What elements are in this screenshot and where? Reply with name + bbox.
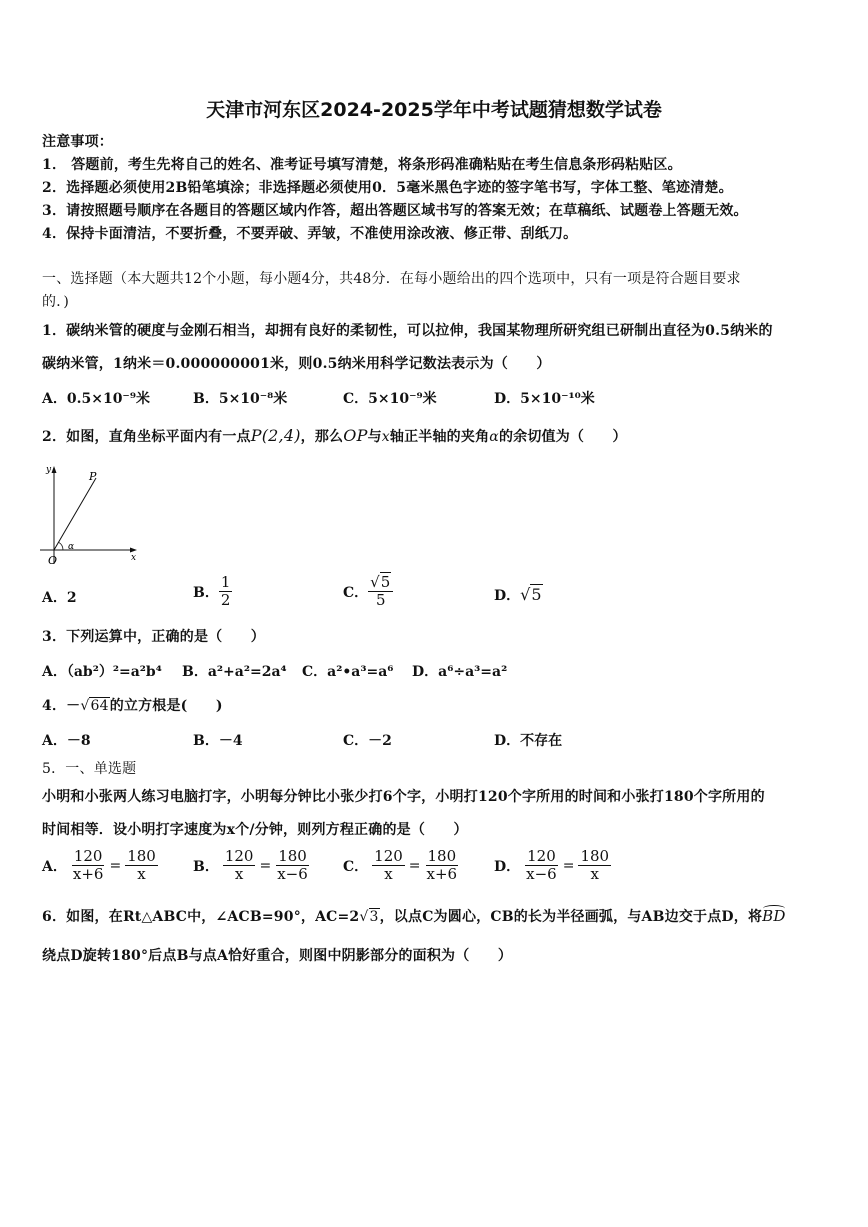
sqrt-radicand: 5 <box>380 573 391 591</box>
notice-item-4: 4．保持卡面清洁，不要折叠，不要弄破、弄皱，不准使用涂改液、修正带、刮纸刀。 <box>42 226 578 242</box>
q5-option-d <box>494 848 611 883</box>
q4-option-d: D．不存在 <box>494 733 563 749</box>
q4-option-a: A．－8 <box>42 733 91 749</box>
fraction-right <box>578 848 611 883</box>
equals-sign: = <box>109 857 122 874</box>
q5-option-a <box>42 848 158 883</box>
q4-stem-post: 的立方根是( ) <box>109 698 223 714</box>
option-label: A． <box>42 858 67 875</box>
fraction-numerator: 1 <box>220 573 231 591</box>
q4-stem <box>42 695 223 715</box>
q2-option-c <box>343 574 393 609</box>
q1-option-a: A．0.5×10⁻⁹米 <box>42 391 150 407</box>
q1-stem-line2: 碳纳米管，1纳米＝0.000000001米，则0.5纳米用科学记数法表示为（ ） <box>42 356 551 372</box>
sqrt-expression: √3 <box>359 909 379 925</box>
q2-stem-mid2: 与 <box>367 429 382 445</box>
q2-option-b <box>193 574 232 609</box>
q2-coordinate-figure <box>36 460 146 570</box>
sqrt-radicand: 64 <box>90 698 109 714</box>
q5-stem: 5．一、单选题 <box>42 761 137 777</box>
q2-stem-mid1: ，那么 <box>300 429 344 445</box>
fraction-left <box>71 848 106 883</box>
q2-op: OP <box>343 426 368 445</box>
option-label: B． <box>193 858 219 875</box>
fraction-numerator: 120 <box>374 847 403 865</box>
fraction-denominator: x <box>137 865 146 883</box>
sqrt-expression: √5 <box>370 573 391 591</box>
figure-o-label: O <box>48 554 58 567</box>
section-heading-line2: 的．) <box>42 294 70 310</box>
option-label: D． <box>494 858 521 875</box>
fraction-numerator: 180 <box>278 847 307 865</box>
equals-sign: = <box>259 857 272 874</box>
q2-option-c-fraction <box>368 574 393 609</box>
fraction-denominator: x <box>590 865 599 883</box>
x-axis-arrow-icon <box>130 548 137 553</box>
q2-option-c-label: C． <box>343 584 369 601</box>
q1-option-d: D．5×10⁻¹⁰米 <box>494 391 595 407</box>
equals-sign: = <box>408 857 421 874</box>
figure-y-label: y <box>46 465 52 475</box>
option-label: C． <box>343 858 369 875</box>
sqrt-radicand: 3 <box>369 909 379 925</box>
q3-option-a: A．（ab²）²=a²b⁴ <box>42 664 162 680</box>
equals-sign: = <box>562 857 575 874</box>
q5-text-line2: 时间相等．设小明打字速度为x个/分钟，则列方程正确的是（ ） <box>42 822 468 838</box>
fraction-numerator: 120 <box>73 847 103 865</box>
q5-option-c <box>343 848 459 883</box>
q2-option-b-label: B． <box>193 584 219 601</box>
fraction-numerator: 120 <box>224 847 254 865</box>
q6-stem-line1 <box>42 906 786 926</box>
q1-stem-line1: 1．碳纳米管的硬度与金刚石相当，却拥有良好的柔韧性，可以拉伸，我国某物理所研究组已研制出直径为0.5纳米的 <box>42 323 773 339</box>
q4-option-c: C．－2 <box>343 733 392 749</box>
q3-stem: 3．下列运算中，正确的是（ ） <box>42 629 265 645</box>
q5-option-b <box>193 848 310 883</box>
fraction-denominator: x <box>234 865 244 883</box>
sqrt-expression: √64 <box>80 698 109 714</box>
notice-item-3: 3．请按照题号顺序在各题目的答题区域内作答，超出答题区域书写的答案无效；在草稿纸、试题卷上答题无效。 <box>42 203 748 219</box>
q6-stem-pre: 6．如图，在Rt△ABC中，∠ACB=90°，AC=2 <box>42 909 360 925</box>
fraction-numerator: 180 <box>427 847 457 865</box>
sqrt-expression: √5 <box>520 585 542 604</box>
q2-option-a: A．2 <box>42 590 77 606</box>
fraction-denominator: x+6 <box>426 865 458 883</box>
figure-p-label: P <box>89 470 97 483</box>
q3-option-d: D．a⁶÷a³=a² <box>412 664 508 680</box>
q2-option-d-label: D． <box>494 588 521 604</box>
page-title: 天津市河东区2024-2025学年中考试题猜想数学试卷 <box>206 99 662 121</box>
fraction-numerator <box>368 574 393 592</box>
q2-option-b-fraction <box>219 574 233 609</box>
arc-bd: BD <box>762 907 786 925</box>
fraction-right <box>125 848 158 883</box>
fraction-denominator: x−6 <box>526 865 557 883</box>
fraction-denominator: x+6 <box>72 865 104 883</box>
fraction-numerator: 180 <box>580 847 610 865</box>
q2-stem-post: 的余切值为（ ） <box>498 429 627 445</box>
figure-x-label: x <box>131 553 137 563</box>
fraction-numerator: 120 <box>527 847 556 865</box>
ray-op <box>54 478 96 550</box>
angle-arc <box>59 542 64 550</box>
fraction-right <box>275 848 310 883</box>
section-heading-line1: 一、选择题（本大题共12个小题，每小题4分，共48分．在每小题给出的四个选项中，只有一项是符合题目要求 <box>42 271 741 287</box>
fraction-denominator: x−6 <box>277 865 308 883</box>
y-axis-arrow-icon <box>52 466 57 473</box>
fraction-left <box>223 848 256 883</box>
q6-stem-line2: 绕点D旋转180°后点B与点A恰好重合，则图中阴影部分的面积为（ ） <box>42 948 513 964</box>
q1-option-c: C．5×10⁻⁹米 <box>343 391 437 407</box>
q2-x: x <box>381 429 390 445</box>
q3-option-b: B．a²+a²=2a⁴ <box>182 664 287 680</box>
sqrt-radicand: 5 <box>531 585 542 604</box>
notice-heading: 注意事项： <box>42 134 113 150</box>
fraction-left <box>372 848 405 883</box>
q2-option-d <box>494 585 543 605</box>
fraction-numerator: 180 <box>127 847 156 865</box>
figure-alpha-label: α <box>68 542 75 552</box>
notice-item-1: 1． 答题前，考生先将自己的姓名、准考证号填写清楚，将条形码准确粘贴在考生信息条形码粘贴区。 <box>42 157 682 173</box>
q2-point: P(2,4) <box>250 426 301 445</box>
q3-option-c: C．a²•a³=a⁶ <box>302 664 394 680</box>
fraction-left <box>524 848 559 883</box>
fraction-denominator: 2 <box>220 591 231 609</box>
fraction-denominator: x <box>384 865 393 883</box>
fraction-right <box>425 848 460 883</box>
q4-stem-pre: 4．－ <box>42 698 81 714</box>
q4-option-b: B．－4 <box>193 733 243 749</box>
q2-stem-mid3: 轴正半轴的夹角 <box>389 429 490 445</box>
fraction-denominator: 5 <box>375 591 386 609</box>
notice-item-2: 2．选择题必须使用2B铅笔填涂；非选择题必须使用0．5毫米黑色字迹的签字笔书写，字体工整、笔迹清楚。 <box>42 180 733 196</box>
q2-alpha: α <box>489 429 499 445</box>
q2-stem <box>42 426 627 446</box>
q5-text-line1: 小明和小张两人练习电脑打字，小明每分钟比小张少打6个字，小明打120个字所用的时间和小张打180个字所用的 <box>42 789 765 805</box>
q6-stem-post: ，以点C为圆心，CB的长为半径画弧，与AB边交于点D，将 <box>379 909 763 925</box>
q2-stem-pre: 2．如图，直角坐标平面内有一点 <box>42 429 251 445</box>
q1-option-b: B．5×10⁻⁸米 <box>193 391 288 407</box>
